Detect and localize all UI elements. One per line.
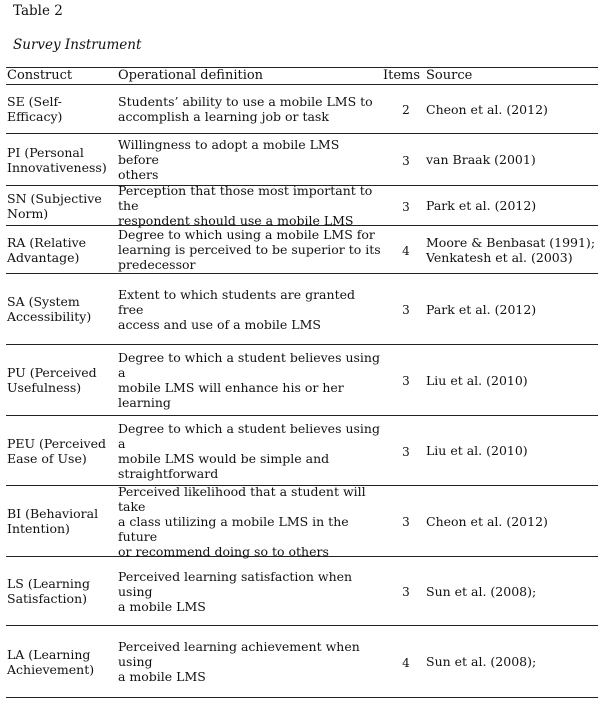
cell-items: 2 [402, 103, 410, 117]
cell-source: Moore & Benbasat (1991); Venkatesh et al. (2003) [426, 234, 596, 265]
cell-items: 4 [402, 243, 410, 258]
cell-source: Sun et al. (2008); [426, 654, 537, 669]
table-row [6, 626, 598, 698]
cell-construct: SE (Self-Efficacy) [7, 94, 63, 124]
cell-source: Sun et al. (2008); [426, 583, 537, 599]
survey-instrument-table [6, 67, 598, 698]
cell-items: 3 [402, 374, 410, 388]
cell-items: 3 [402, 153, 410, 168]
cell-items: 3 [402, 444, 410, 459]
cell-definition: Perception that those most important to the respondent should use a mobile LMS [118, 183, 373, 228]
cell-construct: PI (Personal Innovativeness) [7, 144, 107, 175]
cell-source: Liu et al. (2010) [426, 372, 528, 388]
cell-items: 3 [402, 199, 410, 214]
table-label: Table 2 [13, 3, 63, 19]
cell-construct: LS (Learning Satisfaction) [7, 576, 90, 606]
cell-items: 3 [402, 515, 410, 529]
cell-source: Park et al. (2012) [426, 301, 537, 317]
cell-construct: BI (Behavioral Intention) [7, 506, 99, 536]
table-row [6, 557, 598, 626]
header-source: Source [426, 68, 473, 83]
table-title: Survey Instrument [13, 37, 142, 53]
cell-construct: LA (Learning Achievement) [7, 646, 95, 677]
cell-construct: PEU (Perceived Ease of Use) [7, 435, 106, 466]
table-row [6, 483, 598, 559]
table-row [6, 183, 598, 228]
header-construct: Construct [7, 68, 73, 83]
cell-source: Cheon et al. (2012) [426, 101, 548, 117]
cell-definition: Students’ ability to use a mobile LMS to accomplish a learning job or task [118, 94, 373, 124]
table-row [6, 226, 598, 274]
cell-items: 3 [402, 303, 410, 317]
table-row [6, 85, 598, 134]
cell-construct: SA (System Accessibility) [7, 294, 92, 324]
table-header-row [6, 68, 598, 85]
cell-source: van Braak (2001) [426, 152, 536, 167]
cell-construct: PU (Perceived Usefulness) [7, 365, 97, 395]
header-definition: Operational definition [118, 68, 264, 83]
cell-source: Cheon et al. (2012) [426, 513, 548, 529]
cell-construct: SN (Subjective Norm) [7, 190, 102, 221]
cell-definition: Willingness to adopt a mobile LMS before others [118, 137, 340, 182]
cell-definition: Perceived learning achievement when using a mobile LMS [118, 639, 360, 684]
cell-construct: RA (Relative Advantage) [7, 234, 87, 265]
table-row [6, 345, 598, 416]
cell-definition: Degree to which a student believes using a mobile LMS will enhance his or her learning [118, 350, 380, 410]
cell-items: 4 [402, 655, 410, 670]
cell-items: 3 [402, 585, 410, 599]
table-row [6, 134, 598, 186]
cell-definition: Degree to which a student believes using a mobile LMS would be simple and straightforward [118, 420, 380, 481]
cell-source: Liu et al. (2010) [426, 443, 528, 458]
cell-source: Park et al. (2012) [426, 198, 537, 213]
cell-definition: Degree to which using a mobile LMS for learning is perceived to be superior to its predecessor [118, 227, 381, 272]
cell-definition: Perceived learning satisfaction when using a mobile LMS [118, 568, 353, 614]
cell-definition: Perceived likelihood that a student will take a class utilizing a mobile LMS in the future or recommend doing so to others [118, 483, 366, 559]
header-items: Items [383, 68, 421, 83]
table-row [6, 416, 598, 486]
cell-definition: Extent to which students are granted free access and use of a mobile LMS [118, 286, 355, 332]
table-row [6, 274, 598, 345]
